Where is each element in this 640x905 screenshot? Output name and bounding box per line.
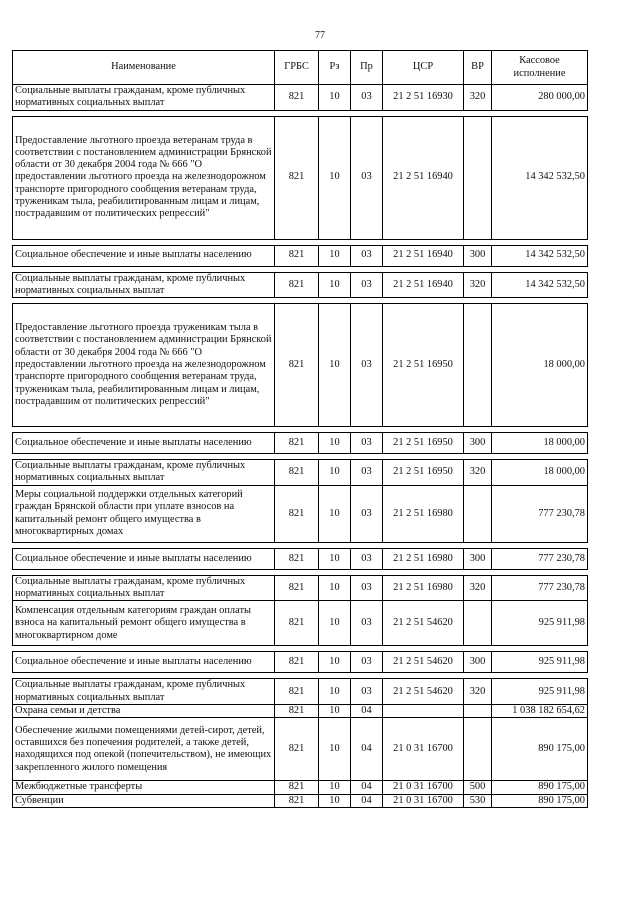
cell-vr: 320 <box>464 460 492 486</box>
cell-csr: 21 2 51 16980 <box>383 575 464 601</box>
cell-rz: 10 <box>319 652 351 673</box>
table-row <box>13 652 588 673</box>
cell-csr: 21 0 31 16700 <box>383 718 464 781</box>
cell-amount: 18 000,00 <box>492 433 588 454</box>
cell-vr: 530 <box>464 794 492 807</box>
cell-pr: 03 <box>351 548 383 569</box>
cell-vr <box>464 704 492 717</box>
cell-pr: 04 <box>351 781 383 794</box>
cell-csr: 21 0 31 16700 <box>383 781 464 794</box>
cell-grbs: 821 <box>275 116 319 239</box>
cell-pr: 03 <box>351 433 383 454</box>
table-row <box>13 679 588 705</box>
cell-csr: 21 2 51 16980 <box>383 548 464 569</box>
page-number: 77 <box>315 30 325 41</box>
table-header-row <box>13 51 588 85</box>
cell-vr <box>464 601 492 646</box>
header-name: Наименование <box>13 51 275 85</box>
cell-grbs: 821 <box>275 460 319 486</box>
cell-name: Социальные выплаты гражданам, кроме публичных нормативных социальных выплат <box>13 85 275 111</box>
cell-grbs: 821 <box>275 794 319 807</box>
cell-grbs: 821 <box>275 601 319 646</box>
cell-amount: 14 342 532,50 <box>492 272 588 298</box>
cell-csr: 21 2 51 16930 <box>383 85 464 111</box>
cell-name: Субвенции <box>13 794 275 807</box>
cell-pr: 03 <box>351 85 383 111</box>
header-pr: Пр <box>351 51 383 85</box>
cell-grbs: 821 <box>275 272 319 298</box>
cell-vr: 320 <box>464 272 492 298</box>
cell-amount: 777 230,78 <box>492 548 588 569</box>
table-row <box>13 704 588 717</box>
cell-name: Компенсация отдельным категориям граждан оплаты взноса на капитальный ремонт общего имущества в многоквартирном доме <box>13 601 275 646</box>
cell-grbs: 821 <box>275 679 319 705</box>
cell-csr: 21 2 51 16940 <box>383 116 464 239</box>
cell-rz: 10 <box>319 601 351 646</box>
cell-name: Межбюджетные трансферты <box>13 781 275 794</box>
table-row <box>13 116 588 239</box>
cell-csr: 21 2 51 54620 <box>383 601 464 646</box>
cell-csr: 21 2 51 16950 <box>383 304 464 427</box>
table-row <box>13 272 588 298</box>
header-vr: ВР <box>464 51 492 85</box>
cell-pr: 04 <box>351 704 383 717</box>
cell-rz: 10 <box>319 272 351 298</box>
cell-amount: 890 175,00 <box>492 781 588 794</box>
cell-vr: 320 <box>464 85 492 111</box>
table-row <box>13 718 588 781</box>
cell-vr: 300 <box>464 652 492 673</box>
header-cash-execution: Кассовое исполнение <box>492 51 588 85</box>
cell-rz: 10 <box>319 485 351 542</box>
cell-grbs: 821 <box>275 485 319 542</box>
table-row <box>13 485 588 542</box>
cell-amount: 280 000,00 <box>492 85 588 111</box>
table-row <box>13 781 588 794</box>
cell-vr: 320 <box>464 679 492 705</box>
cell-rz: 10 <box>319 245 351 266</box>
cell-name: Предоставление льготного проезда труженикам тыла в соответствии с постановлением администрации Брянской области от 30 декабря 2004 года № 666 "О предоставлении льготного проезда на железнодорожном транспорте пригородного сообщения ветеранам труда, труженикам тыла, реабилитированным лицам и лицам, пострадавшим от политических репрессий" <box>13 304 275 427</box>
cell-rz: 10 <box>319 781 351 794</box>
cell-amount: 14 342 532,50 <box>492 116 588 239</box>
cell-vr <box>464 116 492 239</box>
cell-amount: 925 911,98 <box>492 652 588 673</box>
cell-pr: 03 <box>351 679 383 705</box>
table-row <box>13 245 588 266</box>
cell-rz: 10 <box>319 460 351 486</box>
cell-amount: 777 230,78 <box>492 575 588 601</box>
table-row <box>13 575 588 601</box>
cell-rz: 10 <box>319 304 351 427</box>
table-row <box>13 794 588 807</box>
cell-grbs: 821 <box>275 652 319 673</box>
table-row <box>13 460 588 486</box>
cell-rz: 10 <box>319 679 351 705</box>
cell-amount: 890 175,00 <box>492 718 588 781</box>
cell-name: Меры социальной поддержки отдельных категорий граждан Брянской области при уплате взносов на капитальный ремонт общего имущества в многоквартирных домах <box>13 485 275 542</box>
table-row <box>13 85 588 111</box>
cell-name: Социальные выплаты гражданам, кроме публичных нормативных социальных выплат <box>13 272 275 298</box>
cell-name: Социальное обеспечение и иные выплаты населению <box>13 652 275 673</box>
table-row <box>13 601 588 646</box>
cell-rz: 10 <box>319 548 351 569</box>
cell-csr: 21 2 51 16940 <box>383 272 464 298</box>
cell-rz: 10 <box>319 575 351 601</box>
cell-amount: 777 230,78 <box>492 485 588 542</box>
header-rz: Рз <box>319 51 351 85</box>
cell-vr: 300 <box>464 548 492 569</box>
cell-grbs: 821 <box>275 718 319 781</box>
cell-vr <box>464 485 492 542</box>
cell-grbs: 821 <box>275 704 319 717</box>
cell-pr: 03 <box>351 272 383 298</box>
cell-amount: 1 038 182 654,62 <box>492 704 588 717</box>
cell-csr: 21 2 51 16980 <box>383 485 464 542</box>
header-grbs: ГРБС <box>275 51 319 85</box>
cell-vr <box>464 718 492 781</box>
cell-csr: 21 0 31 16700 <box>383 794 464 807</box>
cell-amount: 925 911,98 <box>492 601 588 646</box>
cell-rz: 10 <box>319 718 351 781</box>
cell-vr: 300 <box>464 433 492 454</box>
cell-name: Охрана семьи и детства <box>13 704 275 717</box>
cell-csr <box>383 704 464 717</box>
table-body <box>13 85 588 808</box>
cell-csr: 21 2 51 16950 <box>383 433 464 454</box>
cell-grbs: 821 <box>275 781 319 794</box>
cell-grbs: 821 <box>275 575 319 601</box>
cell-amount: 18 000,00 <box>492 460 588 486</box>
table-row <box>13 548 588 569</box>
cell-vr: 320 <box>464 575 492 601</box>
cell-pr: 03 <box>351 485 383 542</box>
cell-name: Предоставление льготного проезда ветеранам труда в соответствии с постановлением администрации Брянской области от 30 декабря 2004 года № 666 "О предоставлении льготного проезда на железнодорожном транспорте пригородного сообщения ветеранам труда, труженикам тыла, реабилитированным лицам и лицам, пострадавшим от политических репрессий" <box>13 116 275 239</box>
cell-vr: 300 <box>464 245 492 266</box>
cell-name: Социальное обеспечение и иные выплаты населению <box>13 548 275 569</box>
cell-name: Социальные выплаты гражданам, кроме публичных нормативных социальных выплат <box>13 460 275 486</box>
cell-pr: 04 <box>351 718 383 781</box>
cell-amount: 925 911,98 <box>492 679 588 705</box>
cell-grbs: 821 <box>275 245 319 266</box>
table-row <box>13 433 588 454</box>
cell-pr: 04 <box>351 794 383 807</box>
cell-pr: 03 <box>351 652 383 673</box>
cell-amount: 890 175,00 <box>492 794 588 807</box>
cell-rz: 10 <box>319 433 351 454</box>
cell-pr: 03 <box>351 460 383 486</box>
cell-pr: 03 <box>351 245 383 266</box>
cell-rz: 10 <box>319 116 351 239</box>
budget-table <box>12 50 588 808</box>
cell-pr: 03 <box>351 575 383 601</box>
cell-grbs: 821 <box>275 433 319 454</box>
cell-name: Социальные выплаты гражданам, кроме публичных нормативных социальных выплат <box>13 679 275 705</box>
header-csr: ЦСР <box>383 51 464 85</box>
cell-grbs: 821 <box>275 85 319 111</box>
cell-name: Обеспечение жилыми помещениями детей-сирот, детей, оставшихся без попечения родителей, а также детей, находящихся под опекой (попечительством), не имеющих закрепленного жилого помещения <box>13 718 275 781</box>
cell-vr <box>464 304 492 427</box>
cell-csr: 21 2 51 54620 <box>383 652 464 673</box>
cell-name: Социальные выплаты гражданам, кроме публичных нормативных социальных выплат <box>13 575 275 601</box>
table-row <box>13 304 588 427</box>
cell-pr: 03 <box>351 601 383 646</box>
cell-rz: 10 <box>319 704 351 717</box>
cell-name: Социальное обеспечение и иные выплаты населению <box>13 433 275 454</box>
cell-pr: 03 <box>351 304 383 427</box>
cell-amount: 14 342 532,50 <box>492 245 588 266</box>
cell-grbs: 821 <box>275 304 319 427</box>
cell-amount: 18 000,00 <box>492 304 588 427</box>
cell-grbs: 821 <box>275 548 319 569</box>
cell-rz: 10 <box>319 794 351 807</box>
cell-name: Социальное обеспечение и иные выплаты населению <box>13 245 275 266</box>
cell-csr: 21 2 51 16940 <box>383 245 464 266</box>
cell-pr: 03 <box>351 116 383 239</box>
cell-rz: 10 <box>319 85 351 111</box>
cell-vr: 500 <box>464 781 492 794</box>
cell-csr: 21 2 51 16950 <box>383 460 464 486</box>
cell-csr: 21 2 51 54620 <box>383 679 464 705</box>
